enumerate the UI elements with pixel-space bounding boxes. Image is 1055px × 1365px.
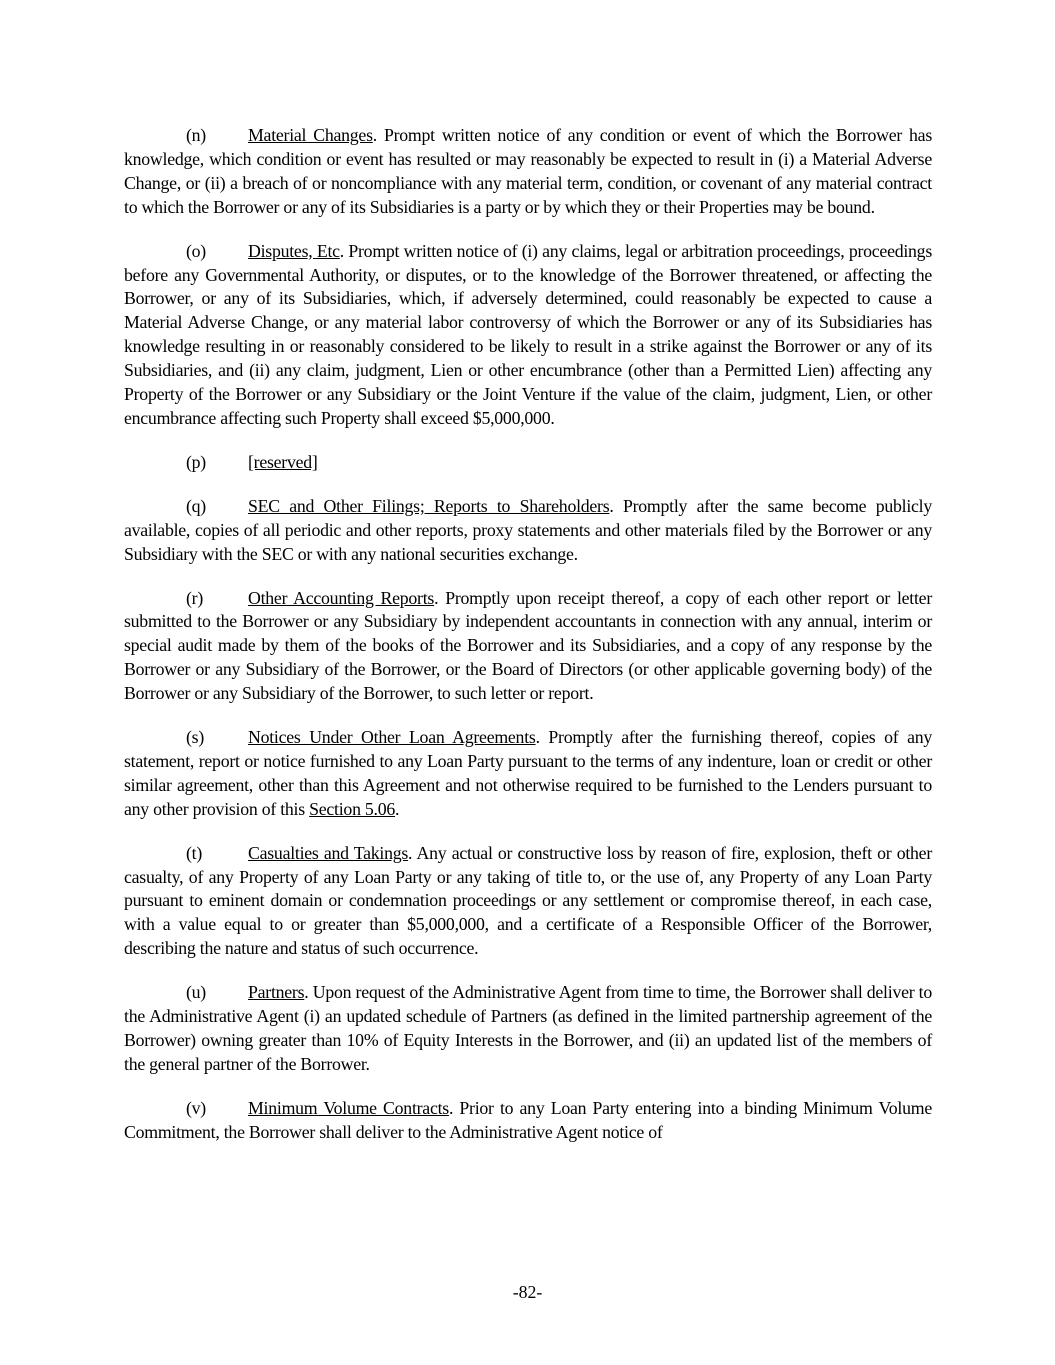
section-body: . Promptly after the same become publicly available, copies of all periodic and other reports, proxy statements and other materials filed by the Borrower or any Subsidiary with the SEC or with any national securities exchange. — [124, 495, 932, 564]
section-p — [124, 451, 932, 475]
section-body: . Promptly upon receipt thereof, a copy of each other report or letter submitted to the Borrower or any Subsidiary by independent accountants in connection with any annual, interim or special audit made by them of the books of the Borrower and its Subsidiaries, and a copy of any response by the Borrower or any Subsidiary of the Borrower, or the Board of Directors (or other applicable governing body) of the Borrower or any Subsidiary of the Borrower, to such letter or report. — [124, 587, 932, 704]
section-caption: [reserved] — [248, 451, 318, 472]
section-t — [124, 842, 932, 962]
section-q — [124, 495, 932, 567]
section-body: . Prior to any Loan Party entering into a binding Minimum Volume Commitment, the Borrower shall deliver to the Administrative Agent notice of — [124, 1097, 932, 1142]
section-v — [124, 1097, 932, 1145]
section-marker: (r) — [186, 587, 204, 608]
section-marker: (q) — [186, 495, 206, 516]
section-body: . Upon request of the Administrative Agent from time to time, the Borrower shall deliver to the Administrative Agent (i) an updated schedule of Partners (as defined in the limited partnership agreement of the Borrower) owning greater than 10% of Equity Interests in the Borrower, and (ii) an updated list of the members of the general partner of the Borrower. — [124, 982, 932, 1074]
section-marker: (s) — [186, 727, 205, 748]
section-s — [124, 726, 932, 822]
section-body: . Any actual or constructive loss by reason of fire, explosion, theft or other casualty, of any Property of any Loan Party or any taking of title to, or the use of, any Property of any Loan Party pursuant to eminent domain or condemnation proceedings or any settlement or compromise thereof, in each case, with a value equal to or greater than $5,000,000, and a certificate of a Responsible Officer of the Borrower, describing the nature and status of such occurrence. — [124, 842, 932, 959]
section-caption: Partners — [248, 982, 305, 1003]
section-caption: Disputes, Etc — [248, 240, 340, 261]
section-body: . Prompt written notice of (i) any claims, legal or arbitration proceedings, proceedings before any Governmental Authority, or disputes, or to the knowledge of the Borrower threatened, or affecting the Borrower, or any of its Subsidiaries, which, if adversely determined, could reasonably be expected to cause a Material Adverse Change, or any material labor controversy of which the Borrower or any of its Subsidiaries has knowledge resulting in or reasonably considered to be likely to result in a strike against the Borrower or any of its Subsidiaries, and (ii) any claim, judgment, Lien or other encumbrance (other than a Permitted Lien) affecting any Property of the Borrower or any Subsidiary or the Joint Venture if the value of the claim, judgment, Lien, or other encumbrance affecting such Property shall exceed $5,000,000. — [124, 240, 932, 428]
section-marker: (t) — [186, 842, 203, 863]
section-caption: SEC and Other Filings; Reports to Shareholders — [248, 495, 610, 516]
section-cross-reference: Section 5.06 — [309, 798, 396, 819]
section-caption: Casualties and Takings — [248, 842, 409, 863]
section-o — [124, 240, 932, 431]
document-page — [124, 124, 932, 1165]
section-caption: Minimum Volume Contracts — [248, 1097, 449, 1118]
section-marker: (p) — [186, 451, 206, 472]
section-body-tail: . — [395, 798, 400, 819]
section-caption: Material Changes — [248, 125, 373, 145]
section-r — [124, 587, 932, 707]
section-marker: (u) — [186, 982, 206, 1003]
section-marker: (o) — [186, 240, 206, 261]
section-body: . Prompt written notice of any condition or event of which the Borrower has knowledge, which condition or event has resulted or may reasonably be expected to result in (i) a Material Adverse Change, or (ii) a breach of or noncompliance with any material term, condition, or covenant of any material contract to which the Borrower or any of its Subsidiaries is a party or by which they or their Properties may be bound. — [124, 125, 932, 217]
page-number: -82- — [512, 1282, 543, 1302]
section-caption: Other Accounting Reports — [248, 587, 435, 608]
section-caption: Notices Under Other Loan Agreements — [248, 727, 536, 748]
section-body: . Promptly after the furnishing thereof, copies of any statement, report or notice furnished to any Loan Party pursuant to the terms of any indenture, loan or credit or other similar agreement, other than this Agreement and not otherwise required to be furnished to the Lenders pursuant to any other provision of this — [124, 727, 933, 819]
section-marker: (n) — [186, 125, 206, 145]
section-n — [124, 124, 932, 220]
section-u — [124, 981, 932, 1077]
section-marker: (v) — [186, 1097, 206, 1118]
